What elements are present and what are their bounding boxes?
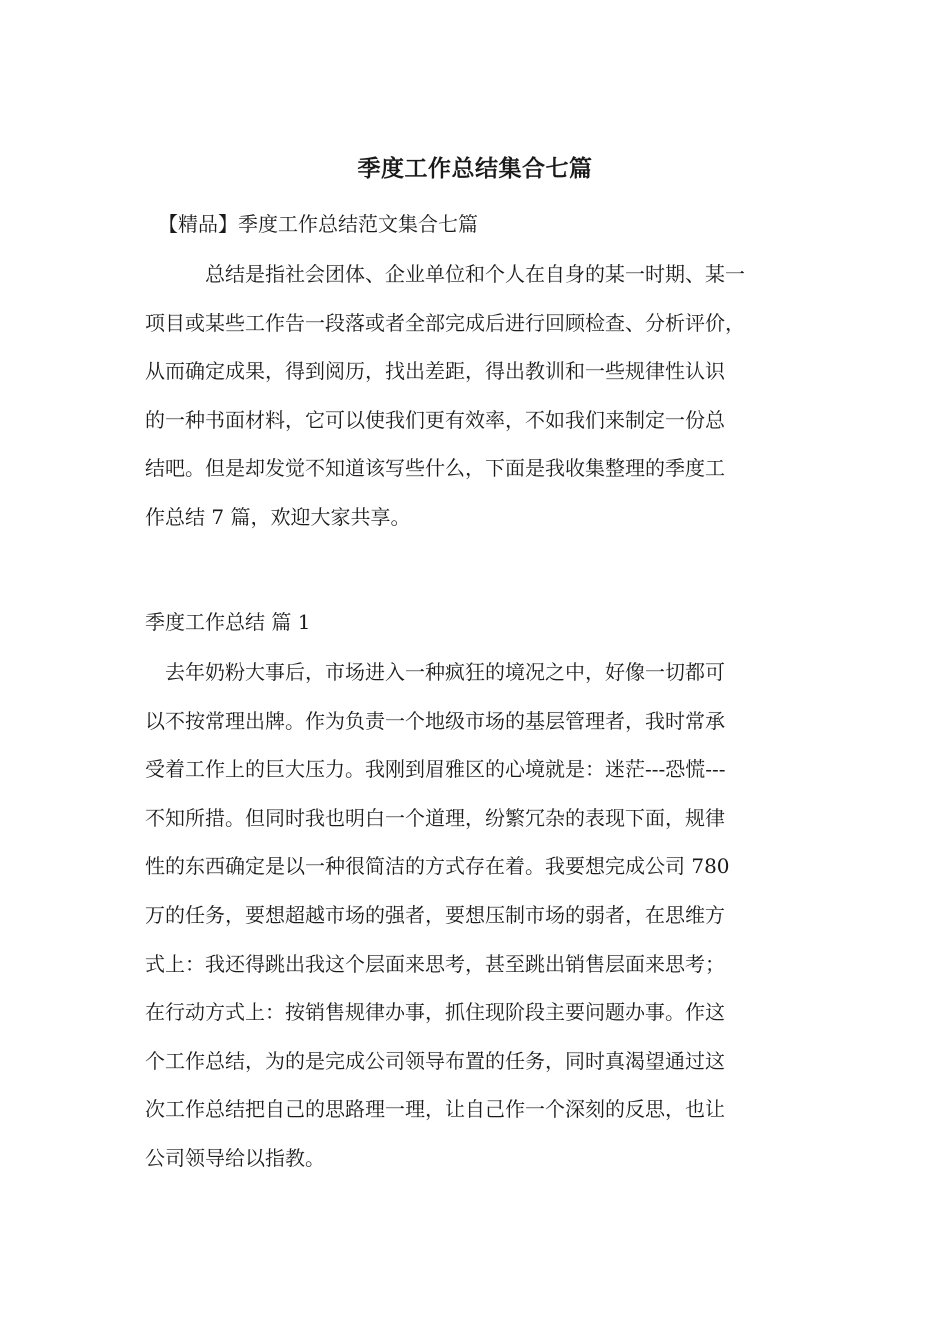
intro-line: 作总结 7 篇，欢迎大家共享。 bbox=[145, 504, 411, 529]
document-title: 季度工作总结集合七篇 bbox=[357, 156, 593, 182]
section-line: 以不按常理出牌。作为负责一个地级市场的基层管理者，我时常承 bbox=[145, 708, 725, 733]
intro-line: 从而确定成果，得到阅历，找出差距，得出教训和一些规律性认识 bbox=[145, 359, 725, 384]
section-line: 去年奶粉大事后，市场进入一种疯狂的境况之中，好像一切都可 bbox=[165, 660, 725, 684]
intro-line: 结吧。但是却发觉不知道该写些什么，下面是我收集整理的季度工 bbox=[145, 456, 725, 481]
intro-line: 总结是指社会团体、企业单位和个人在自身的某一时期、某一 bbox=[205, 262, 745, 286]
section-line: 在行动方式上：按销售规律办事，抓住现阶段主要问题办事。作这 bbox=[145, 1000, 725, 1025]
section-line: 性的东西确定是以一种很简洁的方式存在着。我要想完成公司 780 bbox=[145, 854, 730, 879]
section-paragraph bbox=[145, 648, 825, 1183]
intro-line: 的一种书面材料，它可以使我们更有效率，不如我们来制定一份总 bbox=[145, 407, 725, 432]
document-subtitle: 【精品】季度工作总结范文集合七篇 bbox=[158, 212, 478, 236]
section-line: 次工作总结把自己的思路理一理，让自己作一个深刻的反思，也让 bbox=[145, 1097, 725, 1122]
intro-paragraph bbox=[145, 250, 825, 542]
intro-line: 项目或某些工作告一段落或者全部完成后进行回顾检查、分析评价， bbox=[145, 310, 745, 335]
section-line: 万的任务，要想超越市场的强者，要想压制市场的弱者，在思维方 bbox=[145, 902, 725, 927]
section-heading: 季度工作总结 篇 1 bbox=[145, 610, 311, 634]
section-line: 公司领导给以指教。 bbox=[145, 1145, 325, 1170]
section-line: 个工作总结，为的是完成公司领导布置的任务，同时真渴望通过这 bbox=[145, 1048, 725, 1073]
section-line: 不知所措。但同时我也明白一个道理，纷繁冗杂的表现下面，规律 bbox=[145, 805, 725, 830]
section-line: 式上：我还得跳出我这个层面来思考，甚至跳出销售层面来思考； bbox=[145, 951, 725, 976]
section-line: 受着工作上的巨大压力。我刚到眉雅区的心境就是：迷茫---恐慌--- bbox=[145, 757, 726, 782]
